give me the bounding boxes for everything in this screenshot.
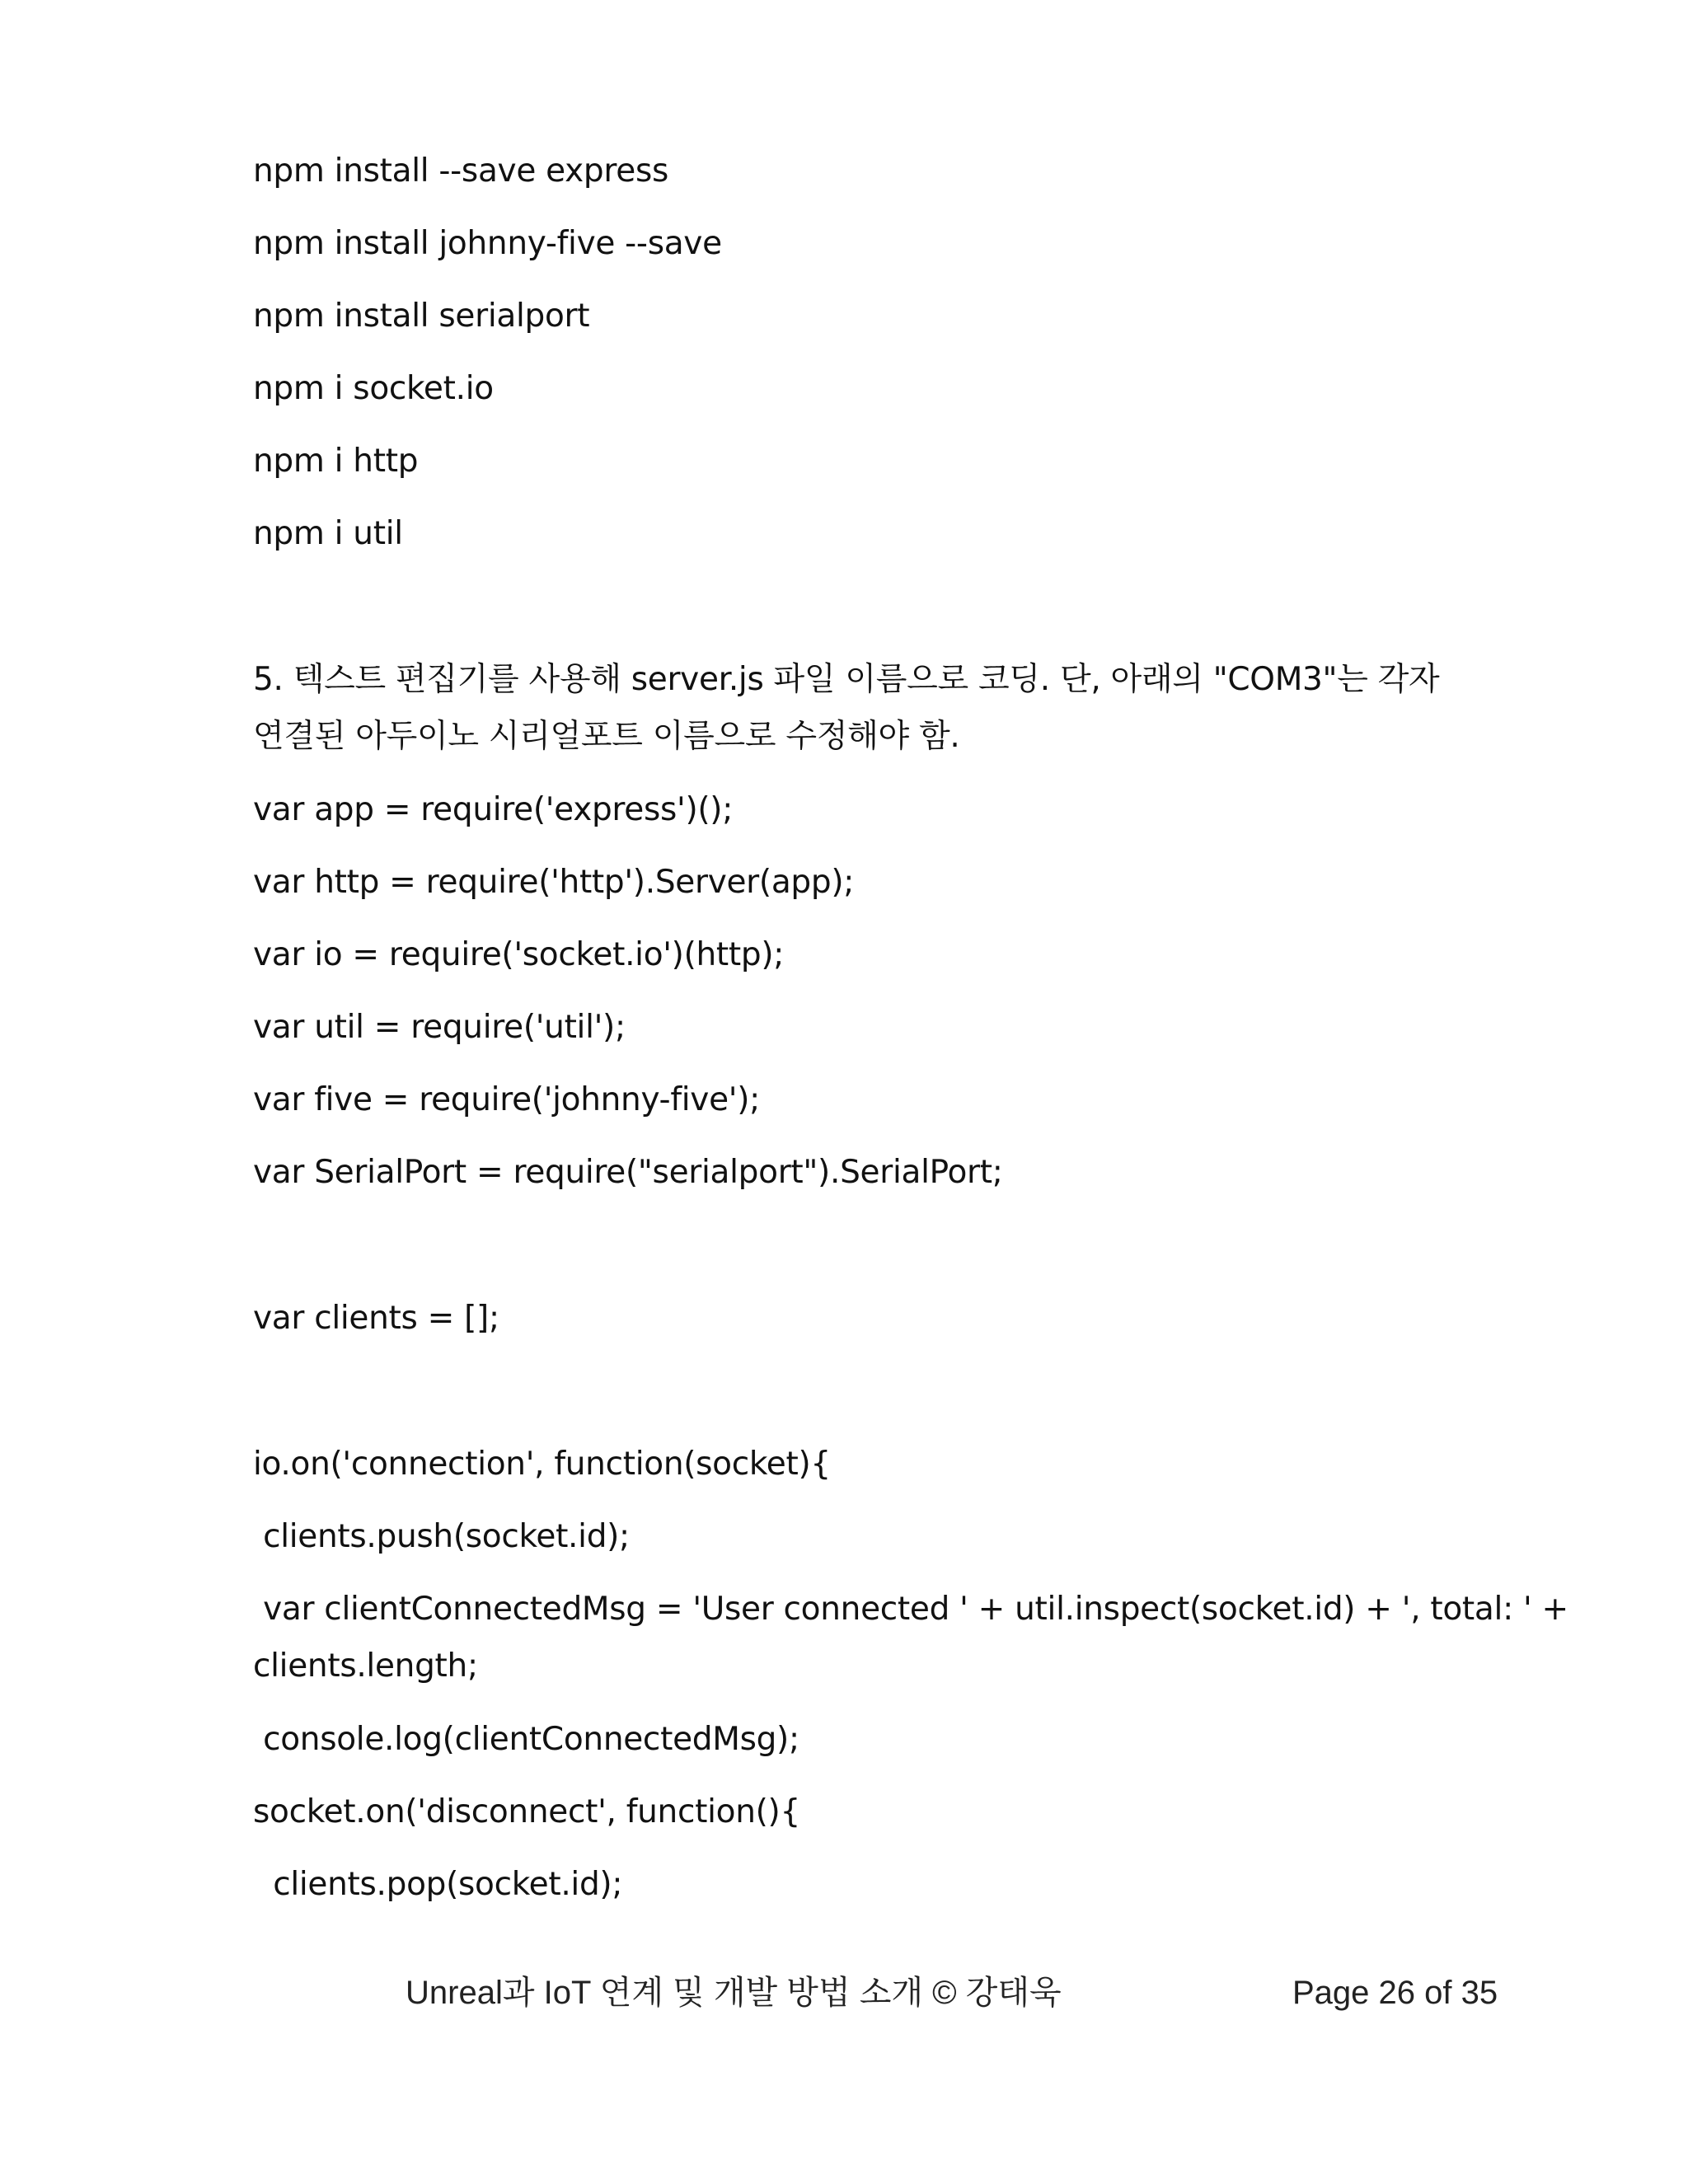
install-command-util: npm i util	[253, 515, 403, 552]
code-require-util: var util = require('util');	[253, 1009, 626, 1046]
code-require-http: var http = require('http').Server(app);	[253, 864, 855, 901]
code-clients-push: clients.push(socket.id);	[253, 1518, 630, 1555]
code-require-serialport: var SerialPort = require("serialport").SerialPort;	[253, 1154, 1003, 1191]
code-require-io: var io = require('socket.io')(http);	[253, 936, 785, 973]
code-clients-pop: clients.pop(socket.id);	[253, 1866, 623, 1903]
code-require-five: var five = require('johnny-five');	[253, 1081, 760, 1118]
footer-page-number: Page 26 of 35	[1292, 1975, 1498, 2011]
footer-title: Unreal과 IoT 연계 및 개발 방법 소개 © 강태욱	[406, 1975, 1062, 2011]
install-command-socket-io: npm i socket.io	[253, 370, 494, 407]
code-connected-msg-line2: clients.length;	[253, 1647, 478, 1685]
code-io-on-connection: io.on('connection', function(socket){	[253, 1446, 831, 1483]
code-console-log: console.log(clientConnectedMsg);	[253, 1721, 799, 1758]
install-command-serialport: npm install serialport	[253, 298, 590, 335]
install-command-http: npm i http	[253, 443, 419, 480]
install-command-johnny-five: npm install johnny-five --save	[253, 225, 722, 262]
code-clients-declaration: var clients = [];	[253, 1300, 499, 1337]
code-connected-msg-line1: var clientConnectedMsg = 'User connected ' + util.inspect(socket.id) + ', total: ' +	[253, 1591, 1568, 1628]
code-require-app: var app = require('express')();	[253, 791, 734, 828]
step5-instruction-line1: 5. 텍스트 편집기를 사용해 server.js 파일 이름으로 코딩. 단, 아래의 "COM3"는 각자	[253, 661, 1440, 698]
code-socket-on-disconnect: socket.on('disconnect', function(){	[253, 1793, 800, 1830]
install-command-express: npm install --save express	[253, 152, 668, 190]
step5-instruction-line2: 연결된 아두이노 시리얼포트 이름으로 수정해야 함.	[253, 718, 960, 755]
